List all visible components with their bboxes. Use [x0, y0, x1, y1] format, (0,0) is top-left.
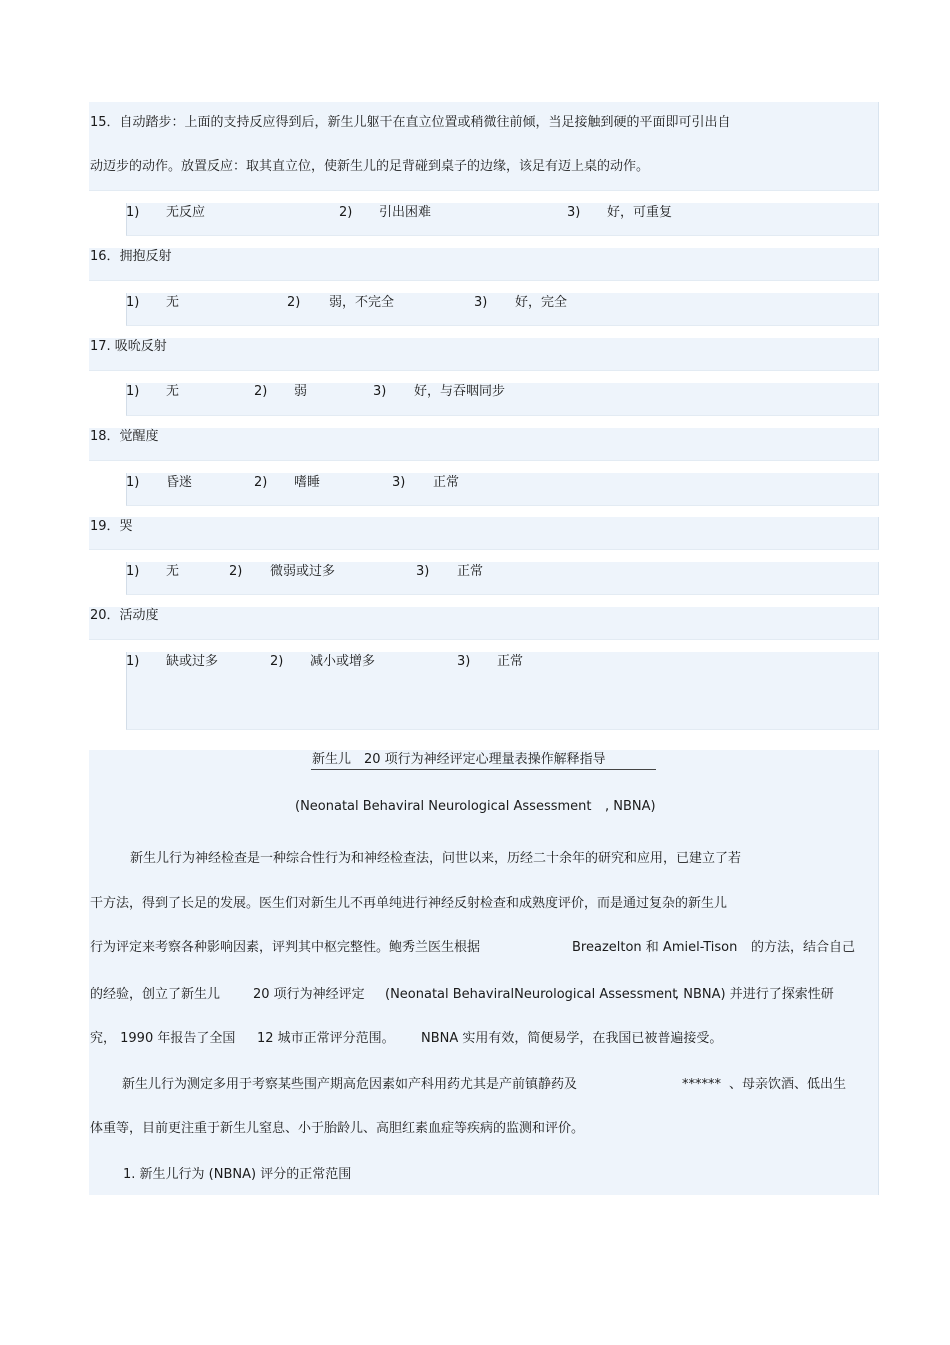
item-18-option-1-label: 昏迷 [166, 475, 193, 490]
item-19-option-1-label: 无 [166, 564, 180, 579]
item-20-option-1-num: 1) [126, 654, 140, 669]
guide-paragraph-2-line-1b: ****** [682, 1077, 721, 1092]
item-20-band [89, 607, 879, 640]
item-18-option-2-num: 2) [254, 475, 268, 490]
guide-subtitle-english: (Neonatal Behaviral Neurological Assessment [295, 799, 592, 814]
item-17-option-2-label: 弱 [294, 384, 308, 399]
item-18-option-1-num: 1) [126, 475, 140, 490]
item-17-option-1-label: 无 [166, 384, 180, 399]
guide-paragraph-1-line-3b: Breazelton 和 Amiel-Tison [572, 940, 738, 955]
guide-paragraph-1-line-3c: 的方法，结合自己 [751, 940, 856, 955]
item-16-option-2-num: 2) [287, 295, 301, 310]
item-20-option-1-label: 缺或过多 [166, 654, 219, 669]
item-17-option-3-label: 好，与吞咽同步 [414, 384, 506, 399]
item-16-option-1-num: 1) [126, 295, 140, 310]
item-16-option-3-num: 3) [474, 295, 488, 310]
item-19-option-1-num: 1) [126, 564, 140, 579]
item-15-option-2-num: 2) [339, 205, 353, 220]
guide-title: 20 项行为神经评定心理量表操作解释指导 [364, 752, 606, 767]
guide-paragraph-2-line-2: 体重等，目前更注重于新生儿窒息、小于胎龄儿、高胆红素血症等疾病的监测和评价。 [90, 1121, 585, 1136]
item-15-option-3-label: 好，可重复 [607, 205, 673, 220]
item-16-heading: 16．拥抱反射 [90, 249, 172, 264]
item-17-option-1-num: 1) [126, 384, 140, 399]
guide-paragraph-1-line-3a: 行为评定来考察各种影响因素，评判其中枢完整性。鲍秀兰医生根据 [90, 940, 481, 955]
item-15-text-line2: 动迈步的动作。放置反应：取其直立位，使新生儿的足背碰到桌子的边缘，该足有迈上桌的动作。 [90, 159, 650, 174]
item-16-option-3-label: 好，完全 [515, 295, 568, 310]
guide-section-1-heading: 1. 新生儿行为 (NBNA) 评分的正常范围 [123, 1167, 352, 1182]
item-17-option-2-num: 2) [254, 384, 268, 399]
item-19-option-3-label: 正常 [457, 564, 484, 579]
item-16-option-1-label: 无 [166, 295, 180, 310]
item-20-option-2-label: 减小或增多 [310, 654, 376, 669]
guide-paragraph-1-line-5c: NBNA 实用有效，简便易学，在我国已被普遍接受。 [421, 1031, 723, 1046]
item-20-option-3-label: 正常 [497, 654, 524, 669]
guide-paragraph-1-line-1: 新生儿行为神经检查是一种综合性行为和神经检查法，问世以来，历经二十余年的研究和应用，已建立了若 [130, 851, 742, 866]
item-15-option-3-num: 3) [567, 205, 581, 220]
guide-paragraph-1-line-5b: 12 城市正常评分范围。 [257, 1031, 395, 1046]
item-19-option-2-label: 微弱或过多 [270, 564, 336, 579]
item-18-option-2-label: 嗜睡 [294, 475, 321, 490]
item-15-option-1-label: 无反应 [166, 205, 206, 220]
guide-paragraph-1-line-4b: 20 项行为神经评定 [253, 987, 365, 1002]
item-15-option-1-num: 1) [126, 205, 140, 220]
item-15-option-2-label: 引出困难 [379, 205, 432, 220]
item-18-options-band [126, 473, 879, 506]
item-19-band [89, 517, 879, 550]
item-16-options-band [126, 293, 879, 326]
guide-paragraph-1-line-4d: , NBNA) 并进行了探索性研 [675, 987, 834, 1002]
item-19-option-3-num: 3) [416, 564, 430, 579]
item-18-heading: 18．觉醒度 [90, 429, 159, 444]
item-20-option-3-num: 3) [457, 654, 471, 669]
item-16-band [89, 248, 879, 281]
item-17-band [89, 338, 879, 371]
guide-paragraph-2-line-1c: 、母亲饮酒、低出生 [729, 1077, 847, 1092]
item-19-option-2-num: 2) [229, 564, 243, 579]
item-18-option-3-label: 正常 [433, 475, 460, 490]
guide-title-underline [311, 769, 656, 770]
item-16-option-2-label: 弱，不完全 [329, 295, 395, 310]
item-15-text-line1: 15．自动踏步：上面的支持反应得到后，新生儿躯干在直立位置或稍微往前倾，当足接触到硬的平面即可引出自 [90, 115, 731, 130]
item-20-option-2-num: 2) [270, 654, 284, 669]
guide-paragraph-1-line-2: 干方法，得到了长足的发展。医生们对新生儿不再单纯进行神经反射检查和成熟度评价，而是通过复杂的新生儿 [90, 896, 728, 911]
guide-paragraph-1-line-4c: (Neonatal BehaviralNeurological Assessment [385, 987, 678, 1002]
item-19-heading: 19．哭 [90, 519, 133, 534]
item-17-option-3-num: 3) [373, 384, 387, 399]
guide-paragraph-1-line-4a: 的经验，创立了新生儿 [90, 987, 221, 1002]
item-17-heading: 17. 吸吮反射 [90, 339, 167, 354]
item-20-heading: 20．活动度 [90, 608, 159, 623]
item-18-band [89, 428, 879, 461]
guide-title-prefix: 新生儿 [312, 752, 352, 767]
guide-paragraph-2-line-1a: 新生儿行为测定多用于考察某些围产期高危因素如产科用药尤其是产前镇静药及 [122, 1077, 578, 1092]
item-18-option-3-num: 3) [392, 475, 406, 490]
guide-subtitle-abbrev: , NBNA) [605, 799, 656, 814]
guide-paragraph-1-line-5a: 究， 1990 年报告了全国 [90, 1031, 236, 1046]
item-15-options-band [126, 203, 879, 236]
